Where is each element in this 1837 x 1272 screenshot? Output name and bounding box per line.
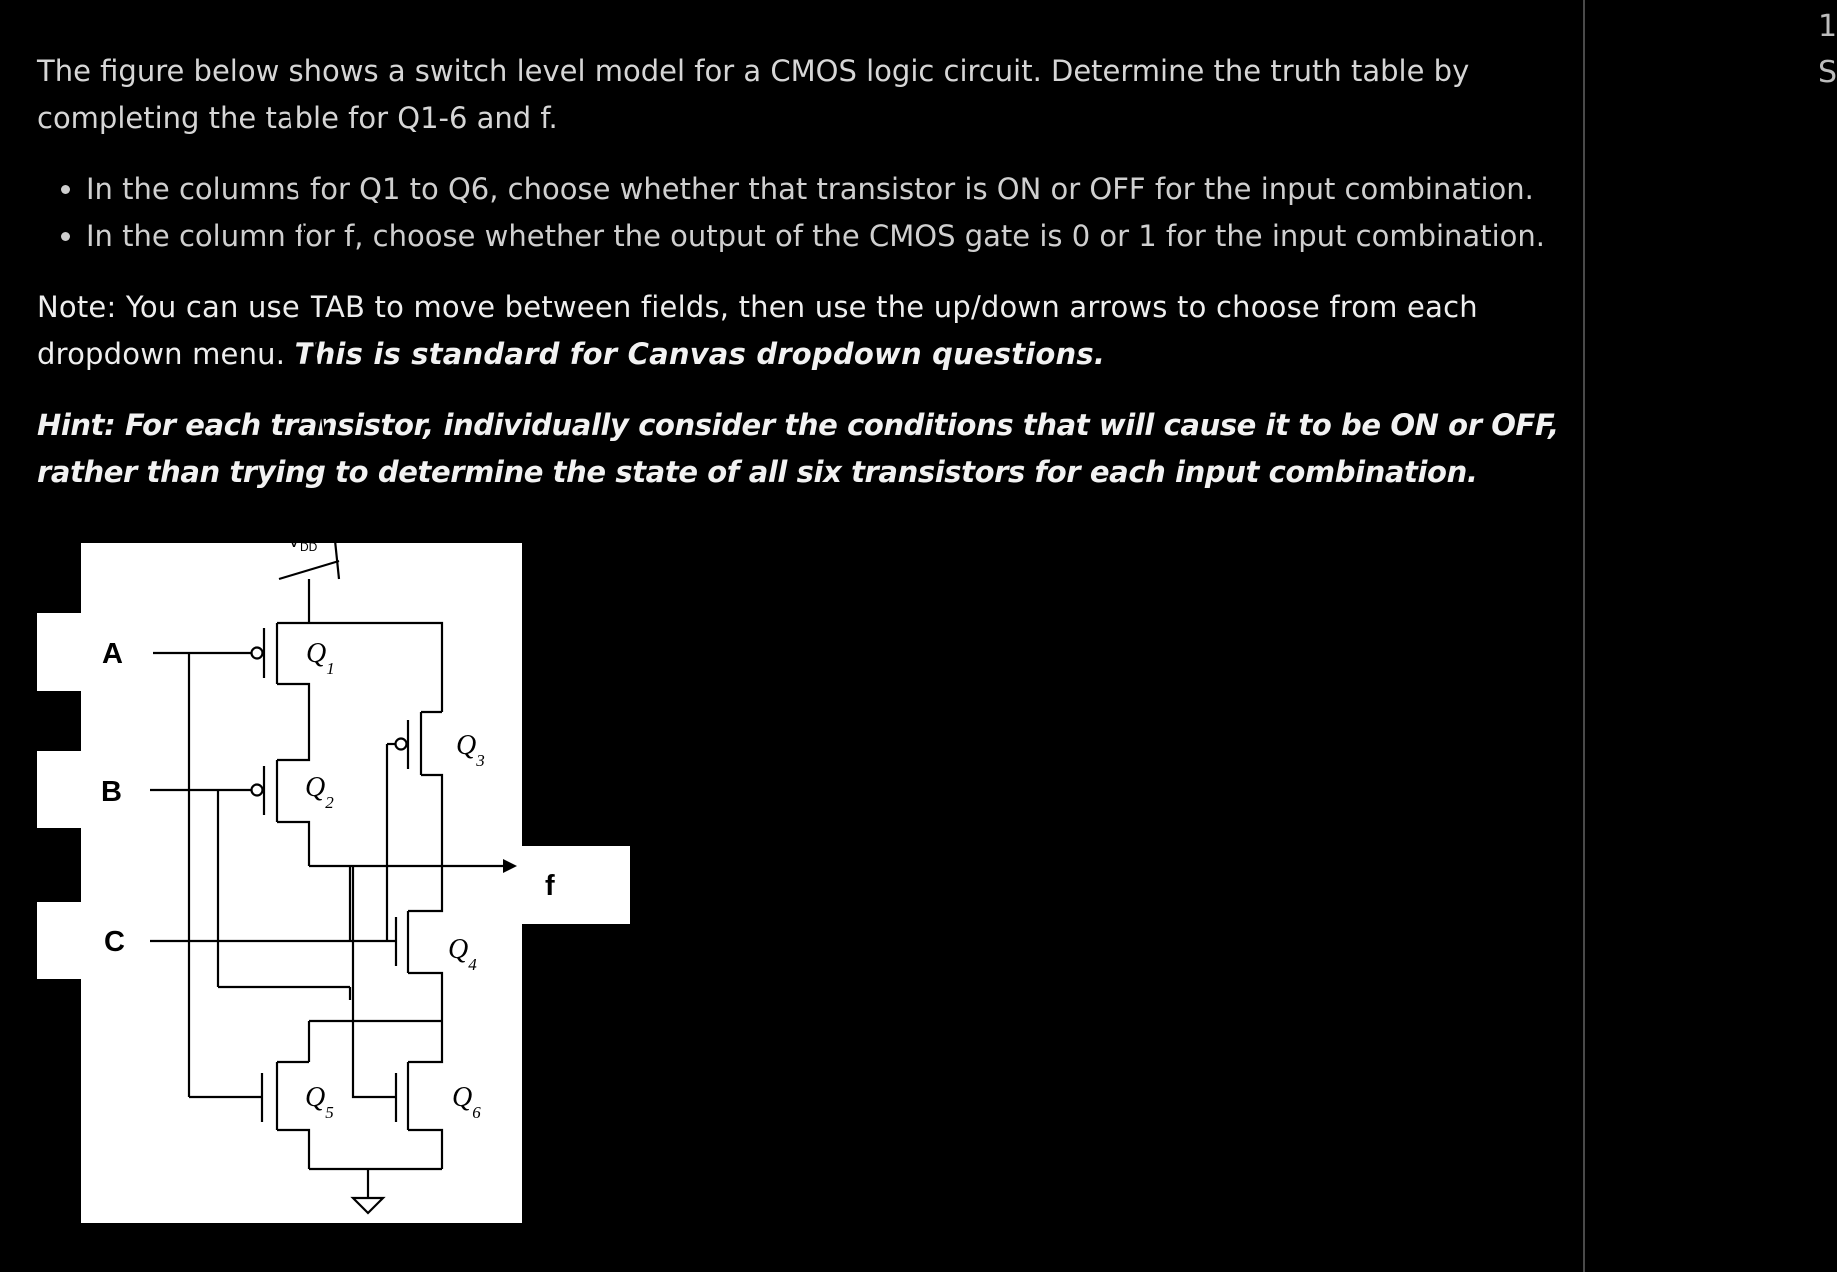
instruction-list: [37, 166, 1567, 260]
instruction-item-transistors: • In the columns for Q1 to Q6, choose whether that transistor is ON or OFF for the input combination.: [86, 166, 1567, 213]
panel-divider: [1583, 0, 1585, 1272]
question-body: [37, 48, 1567, 520]
output-f-label: f: [545, 870, 555, 902]
q1-label: $Q_1$: [306, 638, 335, 678]
q5-label: $Q_5$: [305, 1082, 334, 1122]
cmos-circuit-diagram: [0, 531, 640, 1230]
q2-label: $Q_2$: [305, 772, 334, 812]
note-emphasis: This is standard for Canvas dropdown questions.: [294, 337, 1106, 371]
edge-text-second: S: [1818, 55, 1837, 90]
question-intro: The figure below shows a switch level model for a CMOS logic circuit. Determine the truth table by completing the table for Q1-6 and f.: [37, 54, 1470, 135]
input-c-label: C: [104, 926, 125, 958]
note-paragraph: [37, 284, 1567, 378]
input-a-label: A: [102, 638, 123, 670]
edge-text-top: 1: [1818, 9, 1837, 44]
note-text: Note: You can use TAB to move between fields, then use the up/down arrows to choose from each dropdown menu.: [37, 290, 1478, 371]
input-b-label: B: [101, 776, 122, 808]
q6-label: $Q_6$: [452, 1082, 481, 1122]
vdd-label: $V_{DD}$: [288, 531, 318, 554]
instruction-item-output: • In the column for f, choose whether the output of the CMOS gate is 0 or 1 for the input combination.: [86, 213, 1567, 260]
q3-label: $Q_3$: [456, 730, 485, 770]
q4-label: $Q_4$: [448, 934, 477, 974]
hint-paragraph: Hint: For each transistor, individually consider the conditions that will cause it to be ON or OFF, rather than trying to determine the state of all six transistors for each input combination.: [37, 408, 1559, 489]
